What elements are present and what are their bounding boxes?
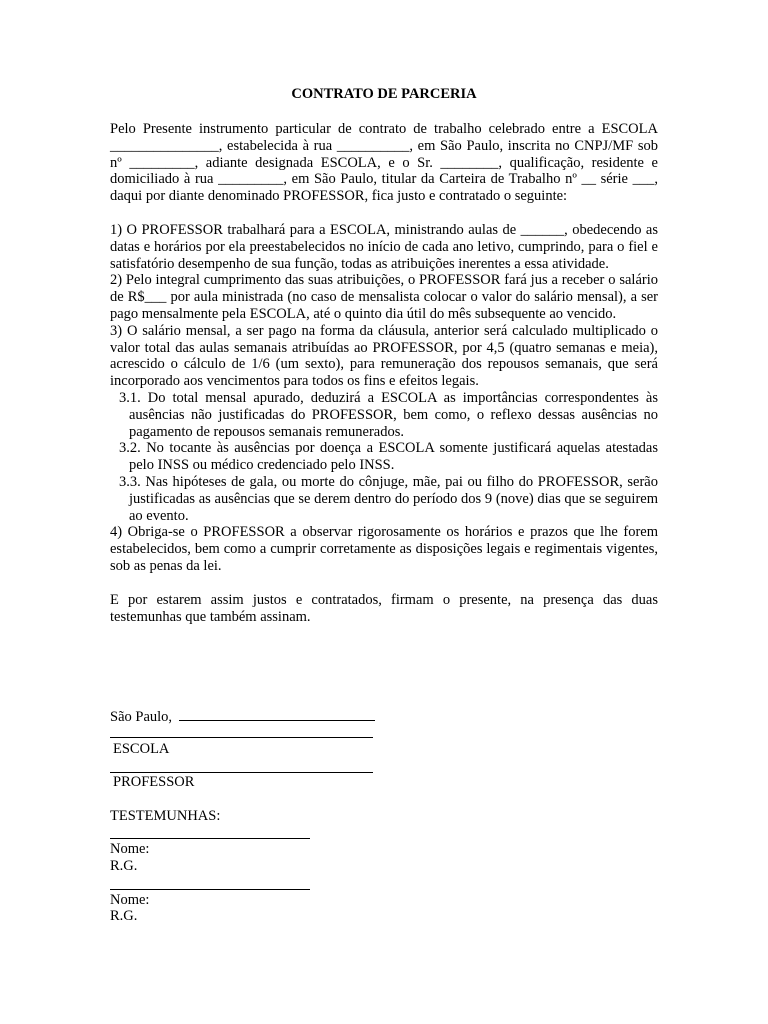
witnesses-label: TESTEMUNHAS: [110, 808, 221, 824]
clause-3-subitems [110, 390, 658, 524]
clause-3-2: 3.2. No tocante às ausências por doença a ESCOLA somente justificará aquelas atestadas pelo INSS ou médico credenciado pelo INSS. [119, 440, 658, 474]
intro-paragraph: Pelo Presente instrumento particular de contrato de trabalho celebrado entre a ESCOLA _______________, estabelecida à rua __________, em São Paulo, inscrita no CNPJ/MF sob nº _________, adiante designada ESCOLA, e o Sr. ________, qualificação, residente e domiciliado à rua _________, em São Paulo, titular da Carteira de Trabalho nº __ série ___, daqui por diante denominado PROFESSOR, fica justo e contratado o seguinte: [110, 121, 658, 205]
place-label: São Paulo, [110, 709, 173, 725]
witness-2-signature-line [110, 889, 310, 890]
professor-label: PROFESSOR [113, 774, 195, 790]
date-signature-line [179, 708, 375, 721]
closing-paragraph: E por estarem assim justos e contratados, firmam o presente, na presença das duas testemunhas que também assinam. [110, 591, 658, 625]
clause-4: 4) Obriga-se o PROFESSOR a observar rigorosamente os horários e prazos que lhe forem estabelecidos, bem como a cumprir corretamente as disposições legais e regimentais vigentes, sob as penas da lei. [110, 524, 658, 574]
clause-2: 2) Pelo integral cumprimento das suas atribuições, o PROFESSOR fará jus a receber o salário de R$___ por aula ministrada (no caso de mensalista colocar o valor do salário mensal), a ser pago mensalmente pela ESCOLA, até o quinto dia útil do mês subsequente ao vencido. [110, 272, 658, 322]
place-date-line [110, 708, 375, 726]
document-title: CONTRATO DE PARCERIA [291, 86, 477, 102]
witness-1-name-label: Nome: [110, 841, 150, 857]
escola-label: ESCOLA [113, 741, 170, 757]
clause-3-1: 3.1. Do total mensal apurado, deduzirá a ESCOLA as importâncias correspondentes às ausências não justificadas do PROFESSOR, bem como, o reflexo dessas ausências no pagamento de repousos semanais remunerados. [119, 389, 658, 440]
witness-1-rg-label: R.G. [110, 858, 138, 874]
witness-2-rg-label: R.G. [110, 908, 138, 924]
witness-2-name-label: Nome: [110, 892, 150, 908]
contract-body [110, 121, 658, 625]
escola-signature-line [110, 737, 373, 738]
professor-signature-line [110, 772, 373, 773]
clause-3-3: 3.3. Nas hipóteses de gala, ou morte do cônjuge, mãe, pai ou filho do PROFESSOR, serão justificadas as ausências que se derem dentro do período dos 9 (nove) dias que se seguirem ao evento. [119, 473, 658, 524]
clause-3: 3) O salário mensal, a ser pago na forma da cláusula, anterior será calculado multiplicado o valor total das aulas semanais atribuídas ao PROFESSOR, por 4,5 (quatro semanas e meia), acrescido o cálculo de 1/6 (um sexto), para remuneração dos repousos semanais, que será incorporado aos vencimentos para todos os fins e efeitos legais. [110, 322, 658, 390]
witness-1-signature-line [110, 838, 310, 839]
clause-1: 1) O PROFESSOR trabalhará para a ESCOLA, ministrando aulas de ______, obedecendo as datas e horários por ela preestabelecidos no início de cada ano letivo, cumprindo, para o fiel e satisfatório desempenho de sua função, todas as atribuições inerentes a essa atividade. [110, 221, 658, 272]
